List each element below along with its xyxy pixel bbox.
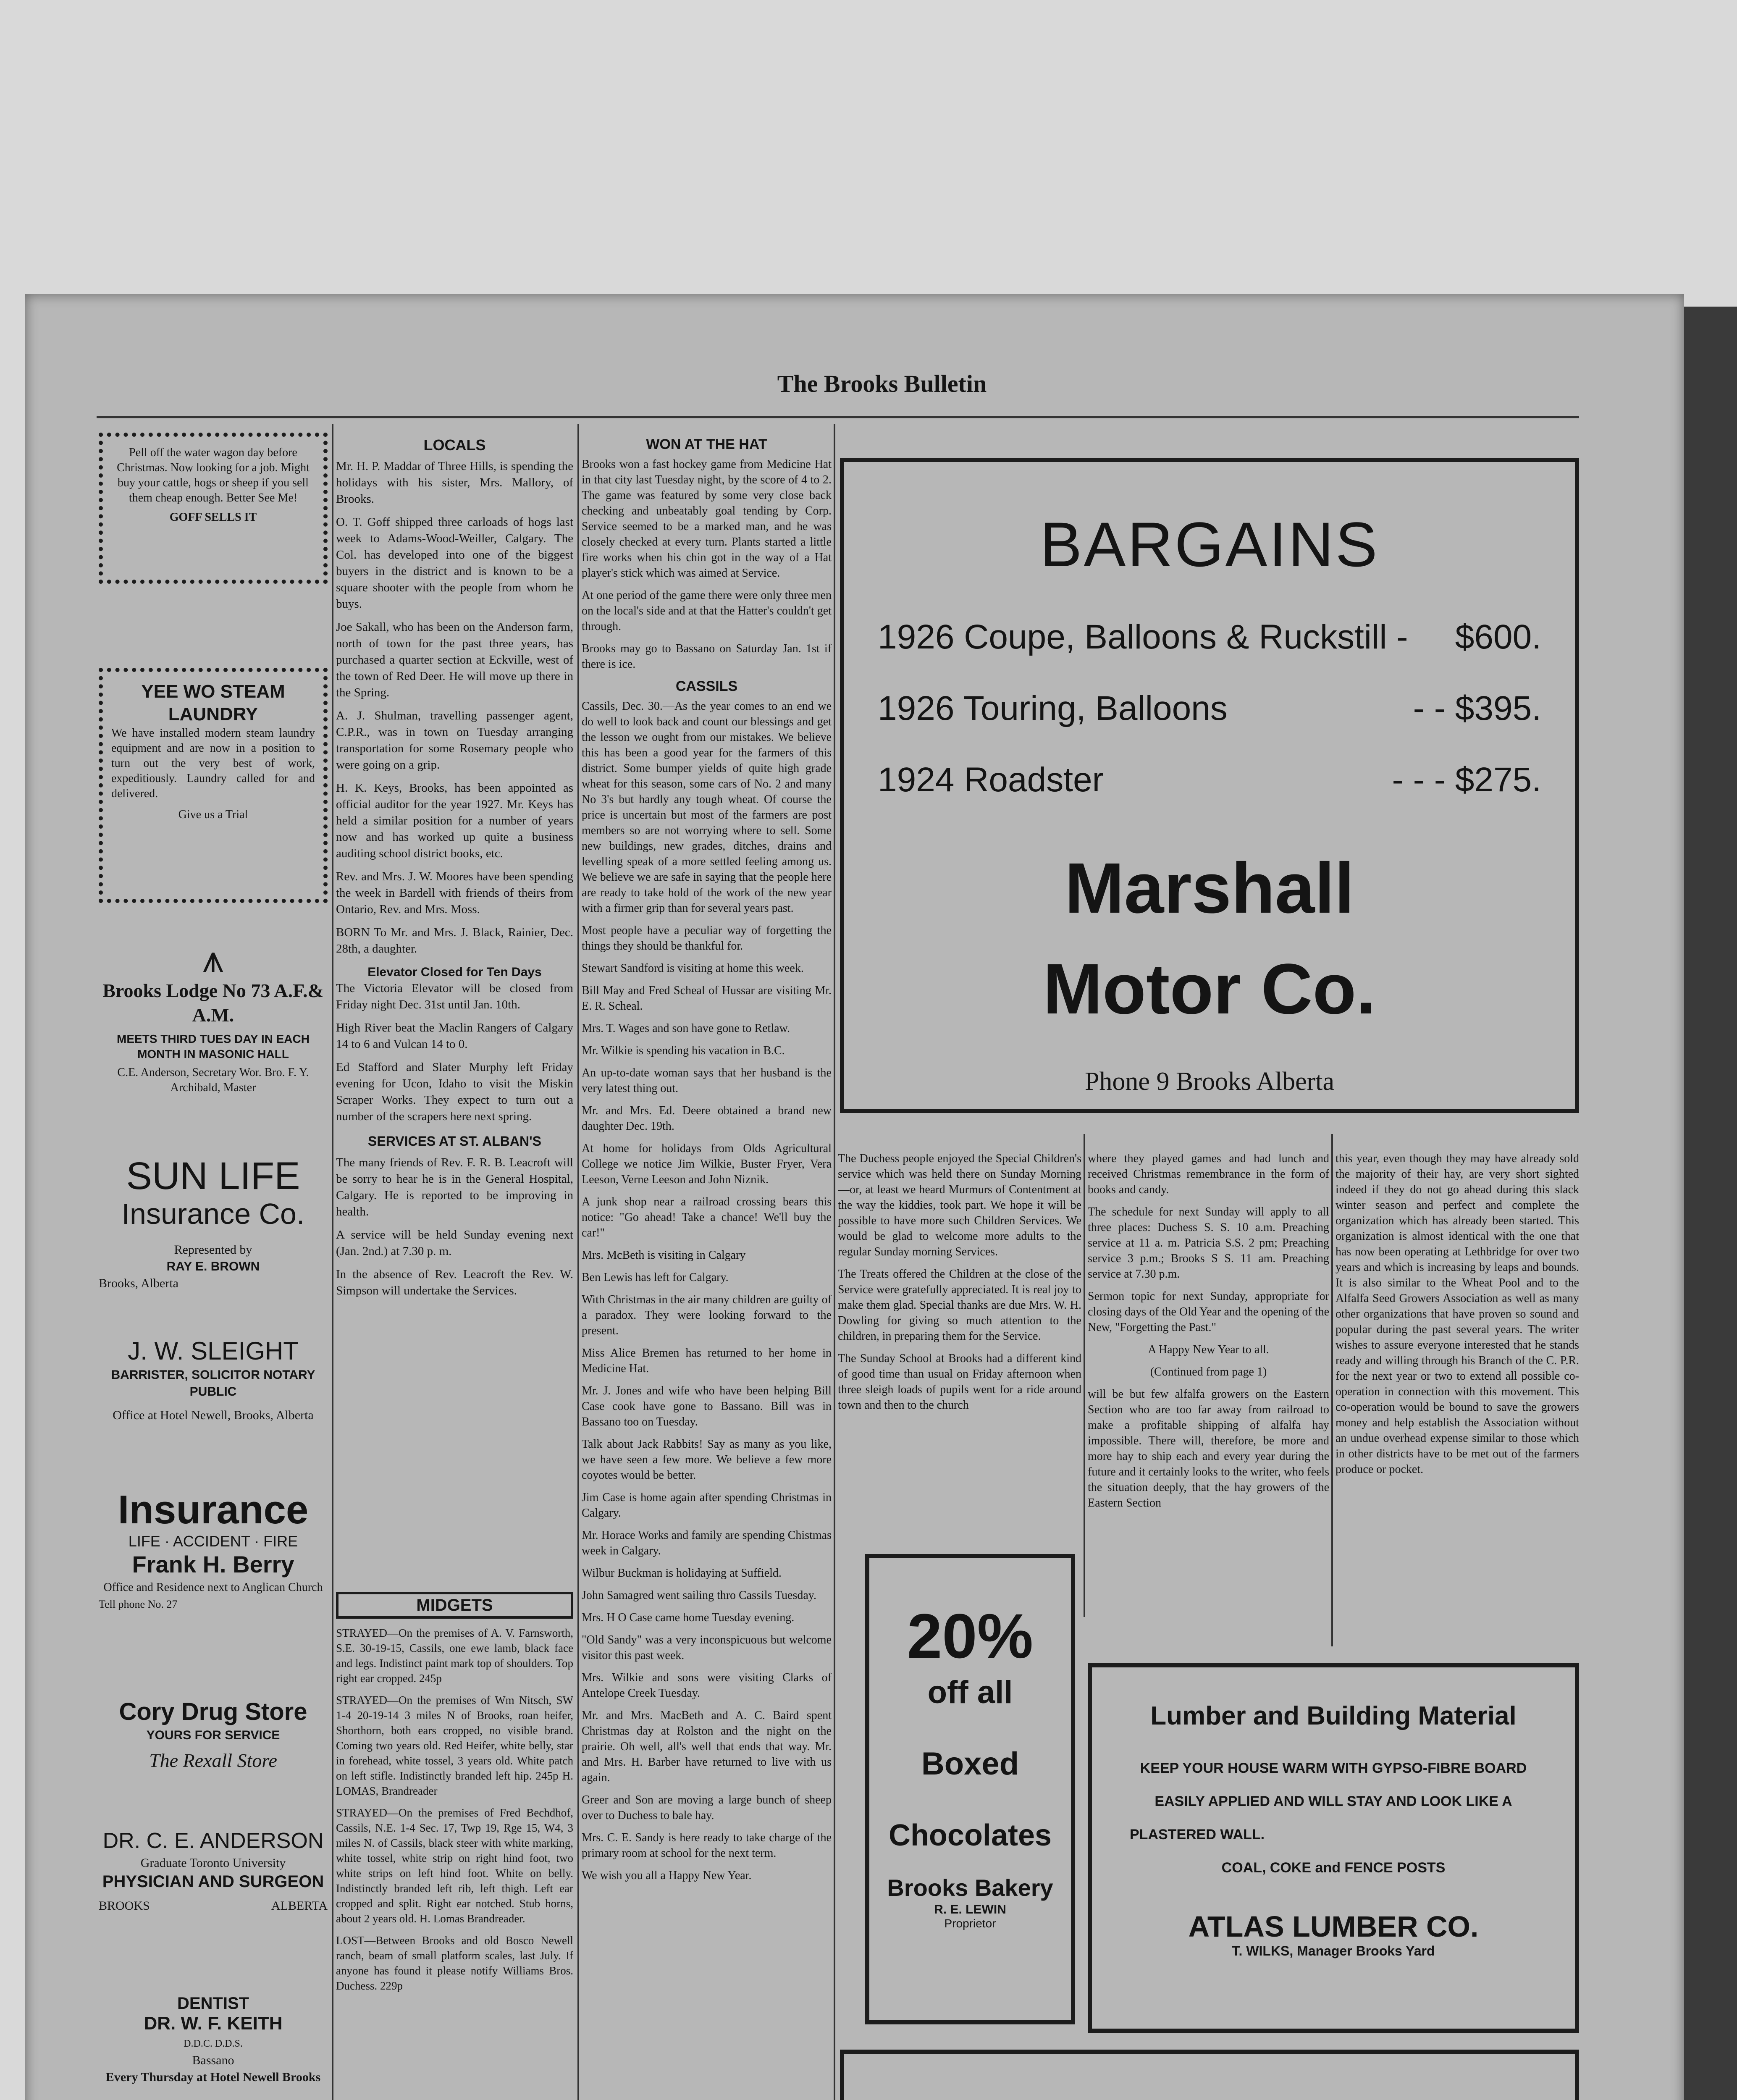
sleight-ad <box>99 1336 328 1474</box>
midgets-heading: MIDGETS <box>336 1592 573 1619</box>
sunlife-subtitle: Insurance Co. <box>121 1197 305 1230</box>
cassils-item: Jim Case is home again after spending Christmas in Calgary. <box>582 1491 832 1520</box>
church-item: where they played games and had lunch and received Christmas remembrance in the form of books and candy. <box>1088 1152 1329 1196</box>
cassils-item: Bill May and Fred Scheal of Hussar are visiting Mr. E. R. Scheal. <box>582 984 832 1013</box>
church-item: Sermon topic for next Sunday, appropriate for closing days of the Old Year and the opening of the New, "Forgetting the Past." <box>1088 1290 1329 1334</box>
cassils-item: Mrs. T. Wages and son have gone to Retlaw. <box>582 1022 790 1035</box>
locals-item: O. T. Goff shipped three carloads of hogs last week to Adams-Wood-Weiller, Calgary. The Col. has developed into one of the biggest buyers in the district and is known to be a square shooter with the people from whom he buys. <box>336 515 573 611</box>
cassils-item: Miss Alice Bremen has returned to her home in Medicine Hat. <box>582 1347 832 1375</box>
lumber-line4: COAL, COKE and FENCE POSTS <box>1221 1860 1446 1876</box>
cassils-item: Mr. and Mrs. MacBeth and A. C. Baird spent Christmas day at Rolston and the night on the prairie. Oh well, all's well that ends that way. Mr. and Mrs. H. Barber have returned to live with us again. <box>582 1709 832 1784</box>
cassils-item: An up-to-date woman says that her husband is the very latest thing out. <box>582 1066 832 1095</box>
midgets-item: STRAYED—On the premises of Wm Nitsch, SW 1-4 20-19-14 3 miles N of Brooks, roan heifer, Shorthorn, both ears cropped, no visible brand. Coming two years old. Red Heifer, white belly, star in forehead, white tossel, 3 years old. White patch on left stifle. Indistinctly branded left hip. 245p H. LOMAS, Brandreader <box>336 1694 573 1797</box>
hat-heading: WON AT THE HAT <box>646 437 767 452</box>
sunlife-title: SUN LIFE <box>126 1155 300 1197</box>
anderson-name: DR. C. E. ANDERSON <box>102 1829 324 1853</box>
dentist-place: Bassano <box>192 2053 234 2067</box>
insurance-title: Insurance <box>118 1487 309 1532</box>
dealer-name-line2: Motor Co. <box>1043 949 1376 1029</box>
compass-icon: ⩚ <box>202 941 224 980</box>
laundry-ad <box>99 668 328 903</box>
locals-item: Mr. H. P. Maddar of Three Hills, is spending the holidays with his sister, Mrs. Mallory, of Brooks. <box>336 459 573 506</box>
midgets-section <box>336 1592 573 2100</box>
lumber-ad <box>1088 1663 1579 2033</box>
church-continued-left <box>838 1151 1081 1546</box>
column-rule <box>834 424 835 2100</box>
st-albans-item: A service will be held Sunday evening next (Jan. 2nd.) at 7.30 p. m. <box>336 1228 573 1258</box>
lumber-line2: EASILY APPLIED AND WILL STAY AND LOOK LIKE A <box>1155 1793 1512 1809</box>
alfalfa-text: this year, even though they may have already sold the majority of their hay, are very short sighted indeed if they do not go ahead during this slack winter season and perfect and complete the organization which has already been started. This organization is almost identical with the one that has now been operating at Lethbridge for over two years and which is increasing by leaps and bounds. It is also similar to the Wheat Pool and to the Alfalfa Seed Growers Association as well as many other organizations that have proven so sound and popular during the past several years. The writer wishes to assure everyone interested that he stands ready and willing through his Branch of the C. P.R. for the next year or two to extend all possible co-operation in connection with this movement. This co-operation would be bound to save the growers money and help establish the Association without an undue overhead expense similar to those which in other districts have to be met out of the farmers produce or pocket. <box>1336 1152 1579 1476</box>
lumber-title: Lumber and Building Material <box>1150 1701 1517 1730</box>
sunlife-ad <box>99 1155 328 1315</box>
laundry-title: YEE WO STEAM LAUNDRY <box>141 681 285 724</box>
insurance-name: Frank H. Berry <box>132 1551 294 1578</box>
bargain-item: 1926 Coupe, Balloons & Ruckstill - <box>878 618 1408 656</box>
column-rule <box>332 424 333 2100</box>
alfalfa-text: will be but few alfalfa growers on the Eastern Section who are too far away from railroad to make a profitable shipping of alfalfa hay impossible. There will, therefore, be more and more hay to ship each and every year during the future and it certainly looks to the writer, who feels the situation deeply, that the hay growers of the Eastern Section <box>1088 1388 1329 1509</box>
dentist-name: DR. W. F. KEITH <box>144 2013 283 2034</box>
bakery-owner: R. E. LEWIN <box>934 1903 1006 1916</box>
cassils-item: Most people have a peculiar way of forgetting the things they should be thankful for. <box>582 924 832 953</box>
sleight-name: J. W. SLEIGHT <box>128 1337 299 1365</box>
page-edge-strip <box>1684 307 1737 2100</box>
st-albans-item: In the absence of Rev. Leacroft the Rev. W. Simpson will undertake the Services. <box>336 1268 573 1297</box>
church-item: The Duchess people enjoyed the Special Children's service which was held there on Sunday Morning—or, at least we heard Murmurs of Contentment at the way the kiddies, took part. We hope it will be possible to have more such Children Services. We would be glad to welcome more adults to the regular Sunday morning Services. <box>838 1152 1081 1258</box>
cassils-item: We wish you all a Happy New Year. <box>582 1869 752 1882</box>
locals-section <box>336 437 573 1537</box>
locals-item: The Victoria Elevator will be closed from Friday night Dec. 31st until Jan. 10th. <box>336 982 573 1011</box>
cassils-item: Mrs. C. E. Sandy is here ready to take charge of the primary room at school for the next term. <box>582 1831 832 1860</box>
cassils-item: Stewart Sandford is visiting at home this week. <box>582 962 804 975</box>
continued-note: (Continued from page 1) <box>1150 1365 1267 1378</box>
sunlife-rep-label: Represented by <box>174 1243 252 1257</box>
cassils-item: Talk about Jack Rabbits! Say as many as you like, we have seen a few more. We believe a few more coyotes would be better. <box>582 1438 832 1482</box>
lumber-line1: KEEP YOUR HOUSE WARM WITH GYPSO-FIBRE BOARD <box>1140 1760 1527 1776</box>
cassils-item: Ben Lewis has left for Calgary. <box>582 1271 729 1284</box>
cassils-heading: CASSILS <box>675 678 738 694</box>
anderson-role: PHYSICIAN AND SURGEON <box>102 1872 324 1891</box>
locals-item: Joe Sakall, who has been on the Anderson farm, north of town for the past three years, has purchased a quarter section at Eckville, west of the town of Red Deer. He will move up there in the Spring. <box>336 620 573 699</box>
cassils-item: John Samagred went sailing thro Cassils Tuesday. <box>582 1589 816 1602</box>
bargain-price: - - - $275. <box>1392 761 1541 799</box>
chocolates-off: off all <box>927 1675 1013 1710</box>
hat-item: Brooks won a fast hockey game from Medicine Hat in that city last Tuesday night, by the score of 4 to 2. The game was featured by some very close back checking and unbeatably goal tending by Corp. Service seemed to be a marked man, and he was closely checked at every turn. Plants started a little fire works when his chin got in the way of a Hat player's stick which was aimed at Service. <box>582 458 832 580</box>
cassils-item: Wilbur Buckman is holidaying at Suffield. <box>582 1567 782 1580</box>
masthead: The Brooks Bulletin <box>777 370 987 397</box>
church-item: A Happy New Year to all. <box>1148 1343 1269 1356</box>
locals-item: Rev. and Mrs. J. W. Moores have been spending the week in Bardell with friends of theirs from Ontario, Rev. and Mrs. Moss. <box>336 870 573 916</box>
cassils-item: Mr. Wilkie is spending his vacation in B.C. <box>582 1044 785 1057</box>
hat-item: At one period of the game there were only three men on the local's side and at that the Hatter's couldn't get through. <box>582 589 832 633</box>
dentist-ad <box>99 1995 328 2100</box>
sunlife-place: Brooks, Alberta <box>99 1276 178 1290</box>
locals-subheading: Elevator Closed for Ten Days <box>367 965 542 979</box>
bakery-role: Proprietor <box>944 1917 996 1930</box>
dealer-name-line1: Marshall <box>1065 848 1354 928</box>
bargain-line <box>878 689 1541 728</box>
bargain-item: 1926 Touring, Balloons <box>878 689 1228 727</box>
lumber-line3: PLASTERED WALL. <box>1130 1827 1265 1843</box>
anderson-place <box>99 1898 328 1914</box>
goff-ad-sign: GOFF SELLS IT <box>169 511 257 524</box>
cassils-item: Mr. Horace Works and family are spending Chistmas week in Calgary. <box>582 1529 832 1557</box>
bargain-price: $600. <box>1455 618 1541 656</box>
cassils-item: Mr. and Mrs. Ed. Deere obtained a brand new daughter Dec. 19th. <box>582 1104 832 1133</box>
dealer-phone: Phone 9 Brooks Alberta <box>1084 1067 1335 1096</box>
bargain-line <box>878 617 1541 657</box>
anderson-grad: Graduate Toronto University <box>140 1856 286 1870</box>
chocolates-boxed: Boxed <box>921 1746 1019 1782</box>
dentist-when: Every Thursday at Hotel Newell Brooks <box>105 2070 321 2084</box>
midgets-item: STRAYED—On the premises of Fred Bechdhof, Cassils, N.E. 1-4 Sec. 17, Twp 19, Rge 15, W4, 3 miles N. of Cassils, black steer with white marking, white tossel, white strip on right hind foot, two white strips on left hind foot. White on belly. Indistinctly branded left rib, left thigh. Left ear cropped and split. Right ear notched. Stub horns, about 2 years old. H. Lomas Brandreader. <box>336 1806 573 1925</box>
insurance-office: Office and Residence next to Anglican Church <box>103 1581 323 1594</box>
chocolates-word: Chocolates <box>888 1819 1052 1852</box>
bargain-price: - - $395. <box>1413 689 1541 727</box>
lodge-ad <box>99 941 328 1142</box>
anderson-place-left: BROOKS <box>99 1899 150 1913</box>
lumber-manager: T. WILKS, Manager Brooks Yard <box>1232 1943 1435 1958</box>
lodge-title: Brooks Lodge No 73 A.F.& A.M. <box>102 980 324 1026</box>
locals-heading: LOCALS <box>423 437 486 454</box>
sleight-office: Office at Hotel Newell, Brooks, Alberta <box>113 1408 314 1422</box>
chocolates-ad <box>865 1554 1075 2024</box>
cassils-item: With Christmas in the air many children are guilty of a paradox. They were looking forward to the present. <box>582 1293 832 1337</box>
insurance-ad <box>99 1487 328 1688</box>
goff-ad <box>99 433 328 584</box>
alfalfa-column <box>1336 1151 1579 1646</box>
church-item: The Sunday School at Brooks had a different kind of good time than usual on Friday afternoon when three sleigh loads of pupils went for a ride around town and then to the church <box>838 1352 1081 1412</box>
sleight-role: BARRISTER, SOLICITOR NOTARY PUBLIC <box>111 1368 315 1399</box>
locals-item: Ed Stafford and Slater Murphy left Friday evening for Ucon, Idaho to visit the Miskin Scraper Works. They expect to turn out a number of the scrapers here next spring. <box>336 1060 573 1123</box>
cassils-item: Mr. J. Jones and wife who have been helping Bill Case cook have gone to Bassano. Bill was in Bassano too on Tuesday. <box>582 1384 832 1428</box>
bargains-ad <box>840 458 1579 1113</box>
cassils-item: Mrs. H O Case came home Tuesday evening. <box>582 1611 795 1624</box>
anderson-place-right: ALBERTA <box>271 1899 328 1913</box>
midgets-item: LOST—Between Brooks and old Bosco Newell ranch, beam of small platform scales, last July. If anyone has found it please notify Williams Bros. Duchess. 229p <box>336 1934 573 1992</box>
masthead-rule <box>97 416 1579 418</box>
sunlife-rep: RAY E. BROWN <box>166 1260 260 1273</box>
cassils-item: Cassils, Dec. 30.—As the year comes to an end we do well to look back and count our blessings and get the lesson we ought from our mistakes. We believe this has been a good year for the farmers of this district. Some bumper yields of quite high grade wheat for this season, some cars of No. 2 and many No 3's but hardly any tough wheat. Of course the price is uncertain but most of the farmers are post members so are not worrying where to sell. Some new buildings, new grades, ditches, drains and levelling speak of a more settled feeling among us. We believe we are safe in saying that the people here are ready to take hold of the work of the new year with a firmer grip than for several years past. <box>582 700 832 915</box>
lumber-company: ATLAS LUMBER CO. <box>1188 1910 1479 1943</box>
church-item: The Treats offered the Children at the close of the Service were gratefully appreciated. It is real joy to make them glad. Special thanks are due Mrs. W. H. Dowling for giving so much attention to the children, in preparing them for the Service. <box>838 1268 1081 1343</box>
insurance-phone: Tell phone No. 27 <box>99 1598 178 1610</box>
lodge-officers: C.E. Anderson, Secretary Wor. Bro. F. Y. Archibald, Master <box>117 1066 309 1094</box>
column-rule <box>1331 1134 1333 1646</box>
bargain-item: 1924 Roadster <box>878 761 1104 799</box>
bargain-line <box>878 760 1541 800</box>
church-continued-right <box>1088 1151 1329 1646</box>
laundry-body: We have installed modern steam laundry equipment and are now in a position to turn out the very best of work, expeditiously. Laundry called for and delivered. <box>111 727 315 800</box>
dentist-title: DENTIST <box>177 1995 249 2013</box>
locals-item: A. J. Shulman, travelling passenger agent, C.P.R., was in town on Tuesday arranging transportation for some Rosemary people who were going on a grip. <box>336 709 573 772</box>
locals-item: H. K. Keys, Brooks, has been appointed as official auditor for the year 1927. Mr. Keys has held a similar position for a number of years now and has worked up quite a business auditing school district books, etc. <box>336 781 573 860</box>
locals-item: High River beat the Maclin Rangers of Calgary 14 to 6 and Vulcan 14 to 0. <box>336 1021 573 1051</box>
cassils-item: A junk shop near a railroad crossing bears this notice: "Go ahead! Take a chance! We'll buy the car!" <box>582 1195 832 1239</box>
cory-subtitle: YOURS FOR SERVICE <box>146 1728 280 1742</box>
cory-tag: The Rexall Store <box>149 1750 277 1771</box>
chocolates-pct: 20% <box>907 1601 1034 1671</box>
hat-item: Brooks may go to Bassano on Saturday Jan. 1st if there is ice. <box>582 642 832 671</box>
cassils-item: At home for holidays from Olds Agricultural College we notice Jim Wilkie, Buster Fryer, Vera Leeson, Verne Leeson and John Niznik. <box>582 1142 832 1186</box>
bargains-title: BARGAINS <box>1040 509 1379 580</box>
church-item: The schedule for next Sunday will apply to all three places: Duchess S. S. 10 a.m. Preaching service at 11 a. m. Patricia S.S. 2 pm; Preaching service 3 p.m.; Brooks S S. 11 am. Preaching service at 7.30 p.m. <box>1088 1205 1329 1281</box>
goff-ad-text: Pell off the water wagon day before Christmas. Now looking for a job. Might buy your cattle, hogs or sheep if you sell them cheap enough. Better See Me! <box>117 446 310 504</box>
lodge-meets: MEETS THIRD TUES DAY IN EACH MONTH IN MASONIC HALL <box>117 1032 310 1060</box>
st-albans-item: The many friends of Rev. F. R. B. Leacroft will be sorry to hear he is in the General Hospital, Calgary. He is reported to be improving in health. <box>336 1156 573 1218</box>
dentist-deg: D.D.C. D.D.S. <box>184 2038 243 2049</box>
cory-title: Cory Drug Store <box>119 1698 307 1725</box>
cassils-item: Mrs. Wilkie and sons were visiting Clarks of Antelope Creek Tuesday. <box>582 1671 832 1700</box>
insurance-kinds: LIFE · ACCIDENT · FIRE <box>128 1533 298 1550</box>
locals-item: BORN To Mr. and Mrs. J. Black, Rainier, Dec. 28th, a daughter. <box>336 926 573 956</box>
column-rule <box>1084 1134 1085 1617</box>
new-year-ad <box>840 2050 1579 2100</box>
cory-ad <box>99 1697 328 1823</box>
midgets-item: STRAYED—On the premises of A. V. Farnsworth, S.E. 30-19-15, Cassils, one ewe lamb, black face and legs. Indistinct paint mark top of shoulders. Top right ear cropped. 245p <box>336 1627 573 1685</box>
laundry-cta: Give us a Trial <box>178 808 248 821</box>
hat-cassils-section <box>582 437 832 2100</box>
cassils-item: Mrs. McBeth is visiting in Calgary <box>582 1249 746 1262</box>
cassils-item: Greer and Son are moving a large bunch of sheep over to Duchess to bale hay. <box>582 1793 832 1822</box>
bakery-name: Brooks Bakery <box>887 1874 1053 1901</box>
cassils-item: "Old Sandy" was a very inconspicuous but welcome visitor this past week. <box>582 1633 832 1662</box>
column-rule <box>577 424 579 2100</box>
anderson-ad <box>99 1827 328 1966</box>
st-albans-heading: SERVICES AT ST. ALBAN'S <box>368 1134 541 1149</box>
